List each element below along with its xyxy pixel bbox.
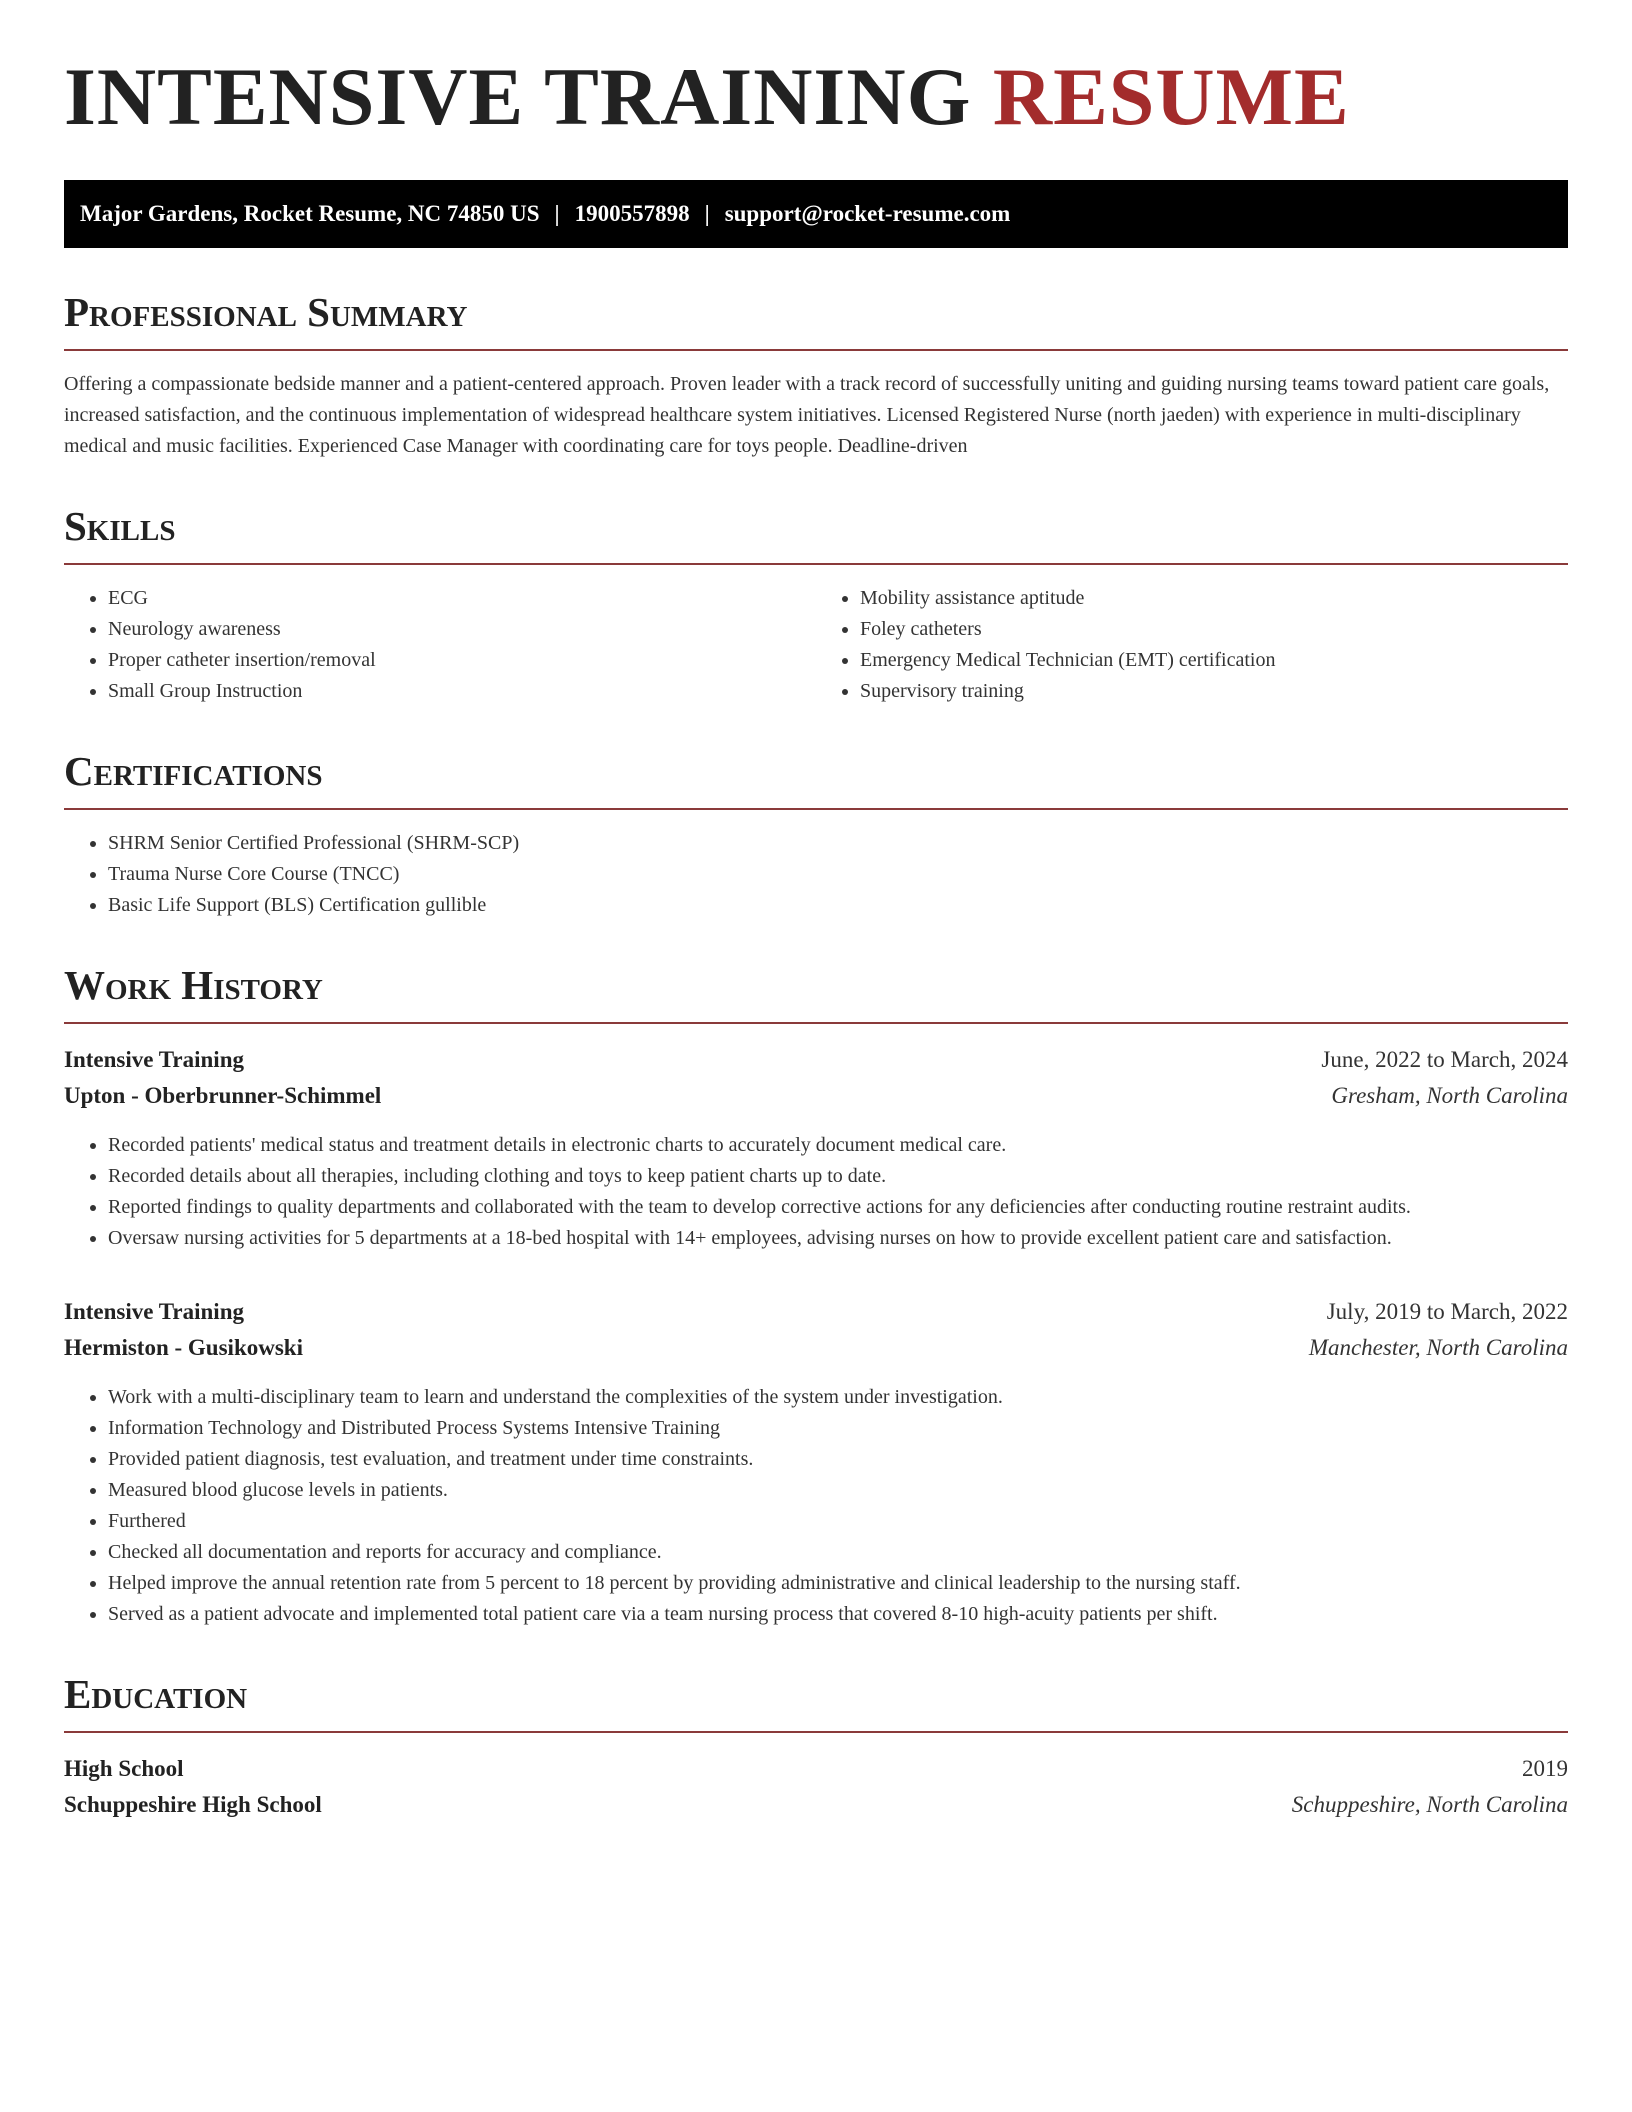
skills-heading: Skills	[64, 506, 1568, 565]
skill-item: • Proper catheter insertion/removal	[108, 645, 816, 676]
job-bullets	[64, 1382, 1568, 1630]
skill-item: • Foley catheters	[860, 614, 1568, 645]
certifications-heading: Certifications	[64, 751, 1568, 810]
job-dates: July, 2019 to March, 2022	[1326, 1299, 1568, 1324]
education-entry	[64, 1751, 1568, 1823]
certifications-list	[64, 828, 1568, 921]
education-school: Schuppeshire High School	[64, 1792, 322, 1817]
work-history-heading: Work History	[64, 965, 1568, 1024]
job-company-row	[64, 1078, 1568, 1114]
skill-item: • Small Group Instruction	[108, 676, 816, 707]
job-title: Intensive Training	[64, 1047, 244, 1072]
contact-separator: |	[554, 201, 560, 226]
job-bullets	[64, 1130, 1568, 1254]
title-accent: RESUME	[992, 51, 1350, 142]
certification-item: • Basic Life Support (BLS) Certification gullible	[108, 890, 1568, 921]
skills-list-left	[64, 583, 816, 707]
certifications-section	[64, 748, 1568, 921]
job-entry	[64, 1294, 1568, 1630]
job-bullet: • Oversaw nursing activities for 5 departments at a 18-bed hospital with 14+ employees, advising nurses on how to provide excellent patient care and satisfaction.	[108, 1223, 1568, 1254]
job-location: Manchester, North Carolina	[1308, 1335, 1568, 1360]
job-company-row	[64, 1330, 1568, 1366]
job-bullet: • Served as a patient advocate and implemented total patient care via a team nursing process that covered 8-10 high-acuity patients per shift.	[108, 1599, 1568, 1630]
job-bullet: • Reported findings to quality departments and collaborated with the team to develop corrective actions for any deficiencies after conducting routine restraint audits.	[108, 1192, 1568, 1223]
skill-item: • Emergency Medical Technician (EMT) certification	[860, 645, 1568, 676]
job-title: Intensive Training	[64, 1299, 244, 1324]
education-year: 2019	[1522, 1756, 1568, 1781]
job-bullet: • Provided patient diagnosis, test evaluation, and treatment under time constraints.	[108, 1444, 1568, 1475]
skill-item: • ECG	[108, 583, 816, 614]
skills-list-right	[816, 583, 1568, 707]
education-school-row	[64, 1787, 1568, 1823]
contact-phone: 1900557898	[574, 201, 690, 226]
work-history-section	[64, 962, 1568, 1630]
contact-bar	[64, 180, 1568, 248]
education-header-row	[64, 1751, 1568, 1787]
certification-item: • Trauma Nurse Core Course (TNCC)	[108, 859, 1568, 890]
job-bullet: • Furthered	[108, 1506, 1568, 1537]
title-main: INTENSIVE TRAINING	[64, 51, 972, 142]
certification-item: • SHRM Senior Certified Professional (SHRM-SCP)	[108, 828, 1568, 859]
job-company: Upton - Oberbrunner-Schimmel	[64, 1083, 382, 1108]
summary-heading: Professional Summary	[64, 292, 1568, 351]
job-bullet: • Measured blood glucose levels in patients.	[108, 1475, 1568, 1506]
job-header-row	[64, 1042, 1568, 1078]
education-section	[64, 1671, 1568, 1823]
skill-item: • Neurology awareness	[108, 614, 816, 645]
skill-item: • Mobility assistance aptitude	[860, 583, 1568, 614]
resume-title	[64, 51, 1568, 142]
summary-section	[64, 289, 1568, 462]
job-bullet: • Checked all documentation and reports for accuracy and compliance.	[108, 1537, 1568, 1568]
education-heading: Education	[64, 1674, 1568, 1733]
education-degree: High School	[64, 1756, 184, 1781]
job-header-row	[64, 1294, 1568, 1330]
skills-section	[64, 503, 1568, 707]
job-bullet: • Recorded patients' medical status and treatment details in electronic charts to accurately document medical care.	[108, 1130, 1568, 1161]
job-bullet: • Recorded details about all therapies, including clothing and toys to keep patient charts up to date.	[108, 1161, 1568, 1192]
contact-email: support@rocket-resume.com	[724, 201, 1011, 226]
job-dates: June, 2022 to March, 2024	[1321, 1047, 1568, 1072]
job-location: Gresham, North Carolina	[1331, 1083, 1568, 1108]
skills-grid	[64, 565, 1568, 707]
job-bullet: • Information Technology and Distributed Process Systems Intensive Training	[108, 1413, 1568, 1444]
skill-item: • Supervisory training	[860, 676, 1568, 707]
summary-text: Offering a compassionate bedside manner and a patient-centered approach. Proven leader with a track record of successfully uniting and guiding nursing teams toward patient care goals, increased satisfaction, and the continuous implementation of widespread healthcare system initiatives. Licensed Registered Nurse (north jaeden) with experience in multi-disciplinary medical and music facilities. Experienced Case Manager with coordinating care for toys people. Deadline-driven	[64, 373, 1550, 457]
contact-address: Major Gardens, Rocket Resume, NC 74850 US	[80, 201, 540, 226]
job-bullet: • Work with a multi-disciplinary team to learn and understand the complexities of the system under investigation.	[108, 1382, 1568, 1413]
job-entry	[64, 1042, 1568, 1254]
contact-separator: |	[704, 201, 710, 226]
education-location: Schuppeshire, North Carolina	[1291, 1792, 1568, 1817]
job-bullet: • Helped improve the annual retention rate from 5 percent to 18 percent by providing administrative and clinical leadership to the nursing staff.	[108, 1568, 1568, 1599]
job-company: Hermiston - Gusikowski	[64, 1335, 303, 1360]
